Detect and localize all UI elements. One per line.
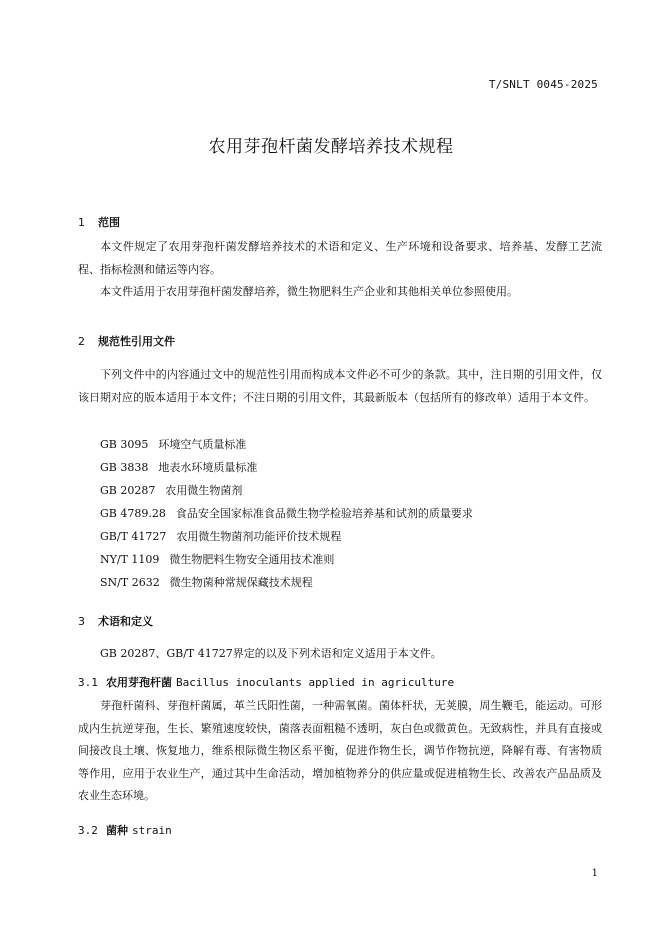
reference-item bbox=[100, 528, 341, 544]
section-number: 3 bbox=[78, 615, 85, 628]
reference-name: 微生物菌种常规保藏技术规程 bbox=[169, 576, 313, 589]
reference-name: 食品安全国家标准食品微生物学检验培养基和试剂的质量要求 bbox=[175, 507, 473, 520]
term-number: 3.1 bbox=[78, 676, 98, 689]
reference-code: GB 3838 bbox=[100, 461, 149, 474]
section-title: 规范性引用文件 bbox=[98, 335, 175, 348]
term-number: 3.2 bbox=[78, 824, 98, 837]
terms-intro: GB 20287、GB/T 41727界定的以及下列术语和定义适用于本文件。 bbox=[100, 647, 442, 660]
page-number: 1 bbox=[591, 868, 598, 879]
reference-code: GB/T 41727 bbox=[100, 530, 167, 543]
reference-code: GB 3095 bbox=[100, 438, 149, 451]
normative-refs-intro: 下列文件中的内容通过文中的规范性引用而构成本文件必不可少的条款。其中，注日期的引用文件，仅该日期对应的版本适用于本文件；不注日期的引用文件，其最新版本（包括所有的修改单）适用于本文件。 bbox=[78, 368, 602, 404]
reference-name: 农用微生物菌剂 bbox=[165, 484, 243, 497]
reference-name: 地表水环境质量标准 bbox=[158, 461, 258, 474]
reference-item bbox=[100, 482, 242, 498]
standard-code: T/SNLT 0045-2025 bbox=[488, 78, 598, 91]
term-english: Bacillus inoculants applied in agriculture bbox=[176, 676, 455, 689]
reference-name: 农用微生物菌剂功能评价技术规程 bbox=[176, 530, 342, 543]
section-title: 术语和定义 bbox=[98, 615, 153, 628]
scope-paragraph-1: 本文件规定了农用芽孢杆菌发酵培养技术的术语和定义、生产环境和设备要求、培养基、发酵工艺流程、指标检测和储运等内容。 bbox=[78, 240, 602, 276]
section-number: 1 bbox=[78, 216, 85, 229]
reference-name: 微生物肥料生物安全通用技术准则 bbox=[169, 553, 335, 566]
term-3-2-heading bbox=[78, 822, 172, 838]
section-1-heading bbox=[78, 214, 120, 230]
reference-item bbox=[100, 459, 257, 475]
section-title: 范围 bbox=[98, 216, 120, 229]
reference-item bbox=[100, 574, 313, 590]
reference-code: GB 4789.28 bbox=[100, 507, 166, 520]
term-3-1-heading bbox=[78, 674, 454, 690]
term-english: strain bbox=[132, 824, 172, 837]
reference-item bbox=[100, 551, 334, 567]
term-name: 菌种 bbox=[106, 824, 128, 837]
section-2-heading bbox=[78, 333, 175, 349]
scope-paragraph-2: 本文件适用于农用芽孢杆菌发酵培养，微生物肥料生产企业和其他相关单位参照使用。 bbox=[100, 285, 518, 298]
reference-item bbox=[100, 436, 246, 452]
reference-item bbox=[100, 505, 473, 521]
term-name: 农用芽孢杆菌 bbox=[106, 676, 172, 689]
term-3-1-definition: 芽孢杆菌科、芽孢杆菌属，革兰氏阳性菌，一种需氧菌。菌体杆状，无荚膜，周生鞭毛，能运动。可形成内生抗逆芽孢，生长、繁殖速度较快，菌落表面粗糙不透明，灰白色或微黄色。无致病性，并具有直接或间接改良土壤、恢复地力，维系根际微生物区系平衡，促进作物生长，调节作物抗逆，降解有毒、有害物质等作用，应用于农业生产，通过其中生命活动，增加植物养分的供应量或促进植物生长、改善农产品品质及农业生态环境。 bbox=[78, 699, 602, 802]
section-3-heading bbox=[78, 613, 153, 629]
reference-code: GB 20287 bbox=[100, 484, 156, 497]
section-number: 2 bbox=[78, 335, 85, 348]
reference-code: SN/T 2632 bbox=[100, 576, 160, 589]
reference-name: 环境空气质量标准 bbox=[158, 438, 247, 451]
document-title: 农用芽孢杆菌发酵培养技术规程 bbox=[208, 137, 454, 157]
reference-code: NY/T 1109 bbox=[100, 553, 160, 566]
